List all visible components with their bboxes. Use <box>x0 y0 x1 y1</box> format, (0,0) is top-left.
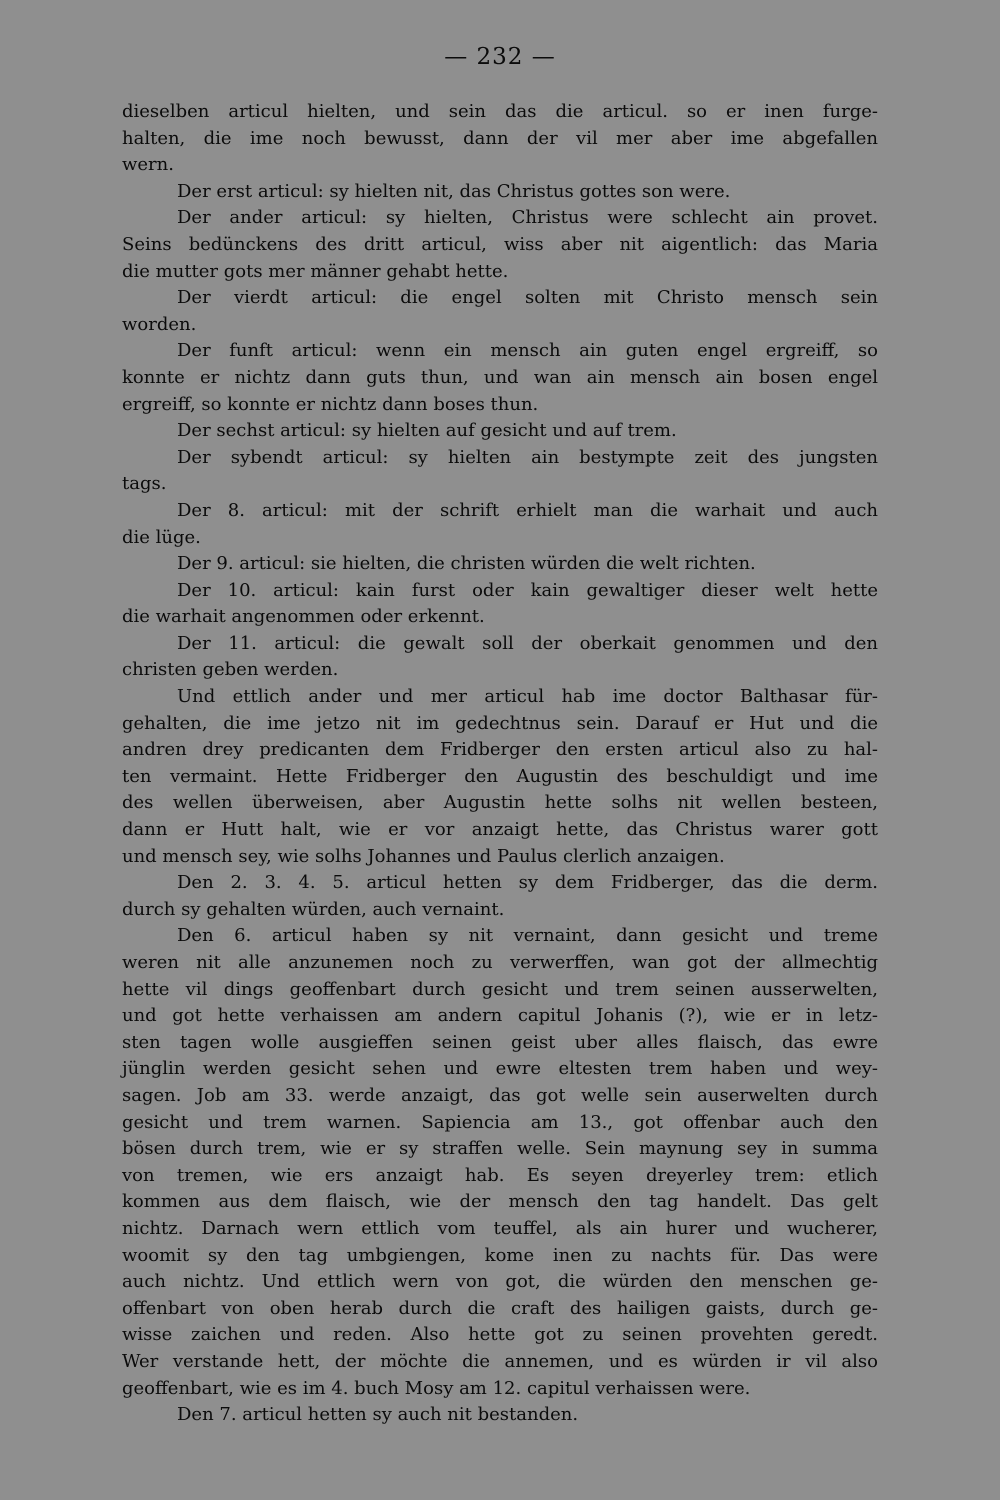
text-line: durch sy gehalten würden, auch vernaint. <box>122 898 505 920</box>
text-line: jünglin werden gesicht sehen und ewre eltesten trem haben und wey- <box>122 1058 878 1080</box>
text-line: gehalten, die ime jetzo nit im gedechtnus sein. Darauf er Hut und die <box>122 712 878 734</box>
text-line: auch nichtz. Und ettlich wern von got, die würden den menschen ge- <box>122 1271 878 1293</box>
page-number: — 232 — <box>444 44 556 70</box>
text-line: nichtz. Darnach wern ettlich vom teuffel, als ain hurer und wucherer, <box>122 1217 878 1239</box>
text-line: kommen aus dem flaisch, wie der mensch den tag handelt. Das gelt <box>122 1191 878 1213</box>
text-line: Der 10. articul: kain furst oder kain gewaltiger dieser welt hette <box>177 579 878 601</box>
text-line: sagen. Job am 33. werde anzaigt, das got welle sein auserwelten durch <box>122 1084 878 1106</box>
text-line: halten, die ime noch bewusst, dann der vil mer aber ime abgefallen <box>122 127 878 149</box>
text-line: konnte er nichtz dann guts thun, und wan ain mensch ain bosen engel <box>122 366 878 388</box>
text-line: wern. <box>122 154 174 176</box>
text-line: dann er Hutt halt, wie er vor anzaigt hette, das Christus warer gott <box>122 819 878 841</box>
text-line: Und ettlich ander und mer articul hab ime doctor Balthasar für- <box>177 686 878 708</box>
text-line: und got hette verhaissen am andern capitul Johanis (?), wie er in letz- <box>122 1005 878 1027</box>
text-line: und mensch sey, wie solhs Johannes und Paulus clerlich anzaigen. <box>122 845 725 867</box>
text-line: woomit sy den tag umbgiengen, kome inen zu nachts für. Das were <box>122 1244 878 1266</box>
text-line: Der erst articul: sy hielten nit, das Christus gottes son were. <box>177 180 731 202</box>
text-line: Der funft articul: wenn ein mensch ain guten engel ergreiff, so <box>177 340 878 362</box>
text-line: Der 11. articul: die gewalt soll der oberkait genommen und den <box>177 632 878 654</box>
text-line: dieselben articul hielten, und sein das die articul. so er inen furge- <box>122 101 878 122</box>
text-line: die warhait angenommen oder erkennt. <box>122 606 485 628</box>
text-line: Seins bedünckens des dritt articul, wiss aber nit aigentlich: das Maria <box>122 233 878 255</box>
text-line: sten tagen wolle ausgieffen seinen geist uber alles flaisch, das ewre <box>122 1031 878 1053</box>
text-line: worden. <box>122 313 197 335</box>
text-line: hette vil dings geoffenbart durch gesicht und trem seinen ausserwelten, <box>122 978 878 1000</box>
text-line: ergreiff, so konnte er nichtz dann boses thun. <box>122 393 539 415</box>
text-line: von tremen, wie ers anzaigt hab. Es seyen dreyerley trem: etlich <box>122 1164 878 1186</box>
text-line: Den 2. 3. 4. 5. articul hetten sy dem Fridberger, das die derm. <box>177 872 878 894</box>
text-line: tags. <box>122 473 167 495</box>
text-line: Der 8. articul: mit der schrift erhielt man die warhait und auch <box>177 499 878 521</box>
text-line: Der vierdt articul: die engel solten mit Christo mensch sein <box>177 287 878 309</box>
text-line: gesicht und trem warnen. Sapiencia am 13., got offenbar auch den <box>122 1111 878 1133</box>
text-line: wisse zaichen und reden. Also hette got zu seinen provehten geredt. <box>122 1324 878 1346</box>
body-text <box>122 99 878 1429</box>
text-line: des wellen überweisen, aber Augustin hette solhs nit wellen besteen, <box>122 792 878 814</box>
text-line: Der ander articul: sy hielten, Christus were schlecht ain provet. <box>177 207 878 229</box>
text-line: die mutter gots mer männer gehabt hette. <box>122 260 509 282</box>
text-line: offenbart von oben herab durch die craft des hailigen gaists, durch ge- <box>122 1297 878 1319</box>
text-line: weren nit alle anzunemen noch zu verwerffen, wan got der allmechtig <box>122 952 878 973</box>
text-line: ten vermaint. Hette Fridberger den Augustin des beschuldigt und ime <box>122 765 878 787</box>
text-line: andren drey predicanten dem Fridberger den ersten articul also zu hal- <box>122 739 878 761</box>
text-line: Der sybendt articul: sy hielten ain bestympte zeit des jungsten <box>177 446 878 468</box>
text-line: bösen durch trem, wie er sy straffen welle. Sein maynung sey in summa <box>122 1138 878 1160</box>
text-line: die lüge. <box>122 526 201 548</box>
text-line: Wer verstande hett, der möchte die annemen, und es würden ir vil also <box>122 1350 878 1372</box>
text-line: christen geben werden. <box>122 659 339 681</box>
text-line: geoffenbart, wie es im 4. buch Mosy am 12. capitul verhaissen were. <box>122 1377 751 1399</box>
text-line: Der 9. articul: sie hielten, die christen würden die welt richten. <box>177 553 756 575</box>
text-line: Den 7. articul hetten sy auch nit bestanden. <box>177 1404 579 1426</box>
text-line: Den 6. articul haben sy nit vernaint, dann gesicht und treme <box>177 925 878 947</box>
text-line: Der sechst articul: sy hielten auf gesicht und auf trem. <box>177 420 677 442</box>
